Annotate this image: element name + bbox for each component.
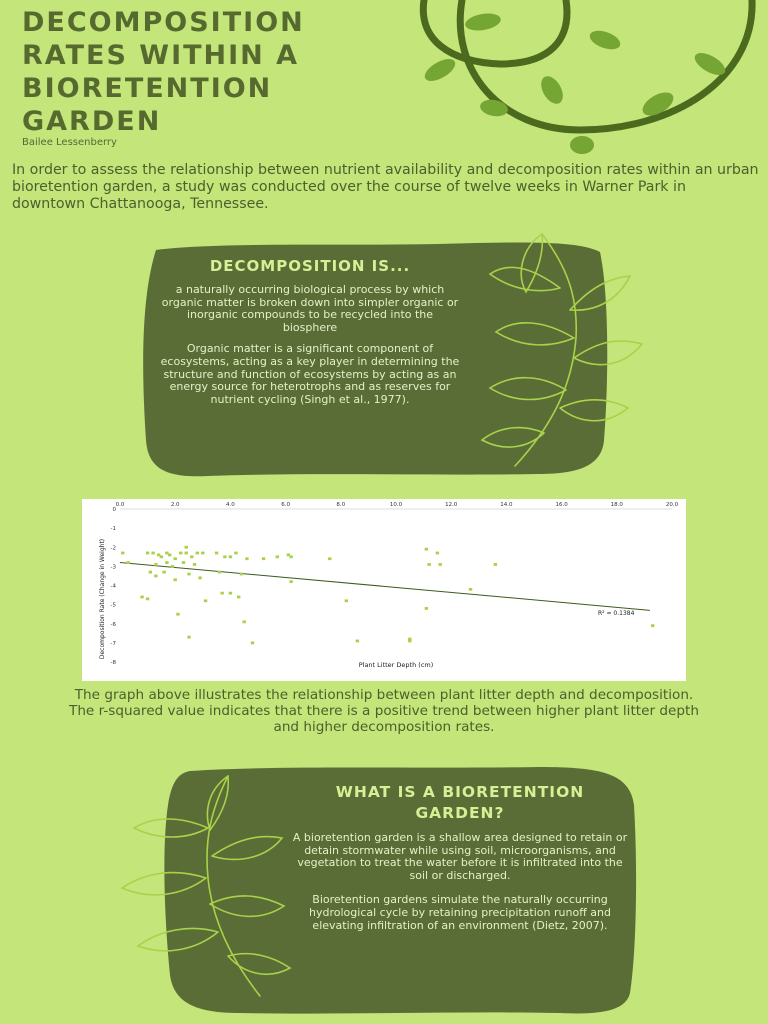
data-point (160, 555, 163, 558)
data-point (154, 563, 157, 566)
data-point (229, 592, 232, 595)
chart-caption: The graph above illustrates the relationship between plant litter depth and decomposition. The r-squared value indicates that there is a positive trend between higher plant litter depth and higher decomposition rates. (69, 687, 699, 735)
data-point (176, 613, 179, 616)
y-tick-label: -3 (110, 564, 116, 571)
y-tick-label: -5 (110, 602, 116, 609)
y-tick-label: -8 (110, 660, 116, 666)
data-point (425, 607, 428, 610)
y-tick-label: 0 (112, 507, 116, 513)
x-tick-label: 4.0 (226, 502, 235, 508)
bioretention-definition: A bioretention garden is a shallow area designed to retain or detain stormwater while using soil, microorganisms, and vegetation to treat the water before it is infiltrated into the soil or discharged. (292, 831, 628, 882)
leaf-branch-illustration-left-icon (100, 768, 300, 998)
data-point (151, 552, 154, 555)
decomposition-importance: Organic matter is a significant component of ecosystems, acting as a key player in determining the structure and function of ecosystems by acting as an energy source for heterotrophs and as reserves for nutrient cycling (Singh et al., 1977). (160, 342, 460, 406)
x-tick-label: 18.0 (610, 502, 623, 508)
data-point (168, 554, 171, 557)
x-tick-label: 8.0 (336, 502, 346, 508)
y-axis-label: Decomposition Rate (Change in Weight) (99, 538, 106, 660)
data-point (289, 555, 292, 558)
y-tick-label: -1 (110, 526, 116, 533)
scatter-chart (82, 499, 686, 681)
data-point (201, 552, 204, 555)
data-point (469, 588, 472, 591)
y-tick-label: -6 (110, 621, 116, 628)
data-point (162, 571, 165, 574)
y-tick-label: -7 (110, 640, 116, 647)
page-title: DECOMPOSITION RATES WITHIN A BIORETENTION GARDEN (22, 7, 305, 137)
data-point (193, 563, 196, 566)
decomposition-panel (160, 256, 460, 406)
data-point (182, 561, 185, 564)
data-point (240, 573, 243, 576)
data-point (289, 580, 292, 583)
x-tick-label: 0.0 (115, 502, 125, 508)
x-tick-label: 2.0 (170, 502, 180, 508)
bioretention-heading: WHAT IS A BIORETENTION GARDEN? (335, 783, 585, 822)
data-point (229, 555, 232, 558)
data-point (198, 576, 201, 579)
data-point (427, 563, 430, 566)
x-tick-label: 6.0 (281, 502, 290, 508)
data-point (187, 636, 190, 639)
data-point (408, 640, 411, 643)
data-point (438, 563, 441, 566)
data-point (237, 596, 240, 599)
data-point (185, 552, 188, 555)
data-point (234, 552, 237, 555)
data-point (187, 573, 190, 576)
x-tick-label: 14.0 (500, 502, 513, 508)
data-point (494, 563, 497, 566)
data-point (215, 552, 218, 555)
vine-decoration-icon (410, 0, 768, 160)
author-name: Bailee Lessenberry (22, 137, 117, 148)
data-point (154, 575, 157, 578)
intro-paragraph: In order to assess the relationship between nutrient availability and decomposition rates within an urban bioretention garden, a study was conducted over the course of twelve weeks in Warner Park in downtown Chattanooga, Tennessee. (12, 162, 759, 212)
data-point (185, 546, 188, 549)
data-point (140, 596, 143, 599)
bioretention-panel (290, 782, 630, 932)
data-point (146, 597, 149, 600)
data-point (190, 555, 193, 558)
leaf-branch-illustration-icon (460, 228, 650, 473)
r-squared-label: R² = 0.1384 (598, 610, 635, 617)
data-point (276, 555, 279, 558)
data-point (262, 557, 265, 560)
data-point (171, 565, 174, 568)
data-point (218, 571, 221, 574)
data-point (223, 555, 226, 558)
data-point (174, 578, 177, 581)
trendline (120, 563, 650, 611)
bioretention-function: Bioretention gardens simulate the naturally occurring hydrological cycle by retaining precipitation runoff and elevating infiltration of an environment (Dietz, 2007). (309, 893, 611, 932)
x-tick-label: 12.0 (445, 502, 458, 508)
data-point (121, 552, 124, 555)
data-point (127, 561, 130, 564)
data-point (146, 552, 149, 555)
x-tick-label: 10.0 (389, 502, 403, 508)
data-point (425, 548, 428, 551)
data-point (174, 557, 177, 560)
data-point (245, 557, 248, 560)
data-point (328, 557, 331, 560)
data-point (196, 552, 199, 555)
data-point (356, 640, 359, 643)
data-point (204, 599, 207, 602)
y-tick-label: -4 (110, 583, 116, 590)
data-point (179, 552, 182, 555)
data-point (149, 571, 152, 574)
data-point (251, 641, 254, 644)
x-axis-label: Plant Litter Depth (cm) (358, 661, 434, 669)
decomposition-heading: DECOMPOSITION IS... (209, 257, 411, 275)
data-point (220, 592, 223, 595)
data-point (345, 599, 348, 602)
x-tick-label: 16.0 (555, 502, 568, 508)
y-tick-label: -2 (110, 545, 116, 552)
decomposition-definition: a naturally occurring biological process by which organic matter is broken down into simpler organic or inorganic compounds to be recycled into the biosphere (161, 283, 459, 334)
data-point (651, 624, 654, 627)
data-point (165, 561, 168, 564)
x-tick-label: 20.0 (665, 502, 679, 508)
scatter-chart-svg (82, 499, 686, 681)
data-point (243, 620, 246, 623)
data-point (436, 552, 439, 555)
